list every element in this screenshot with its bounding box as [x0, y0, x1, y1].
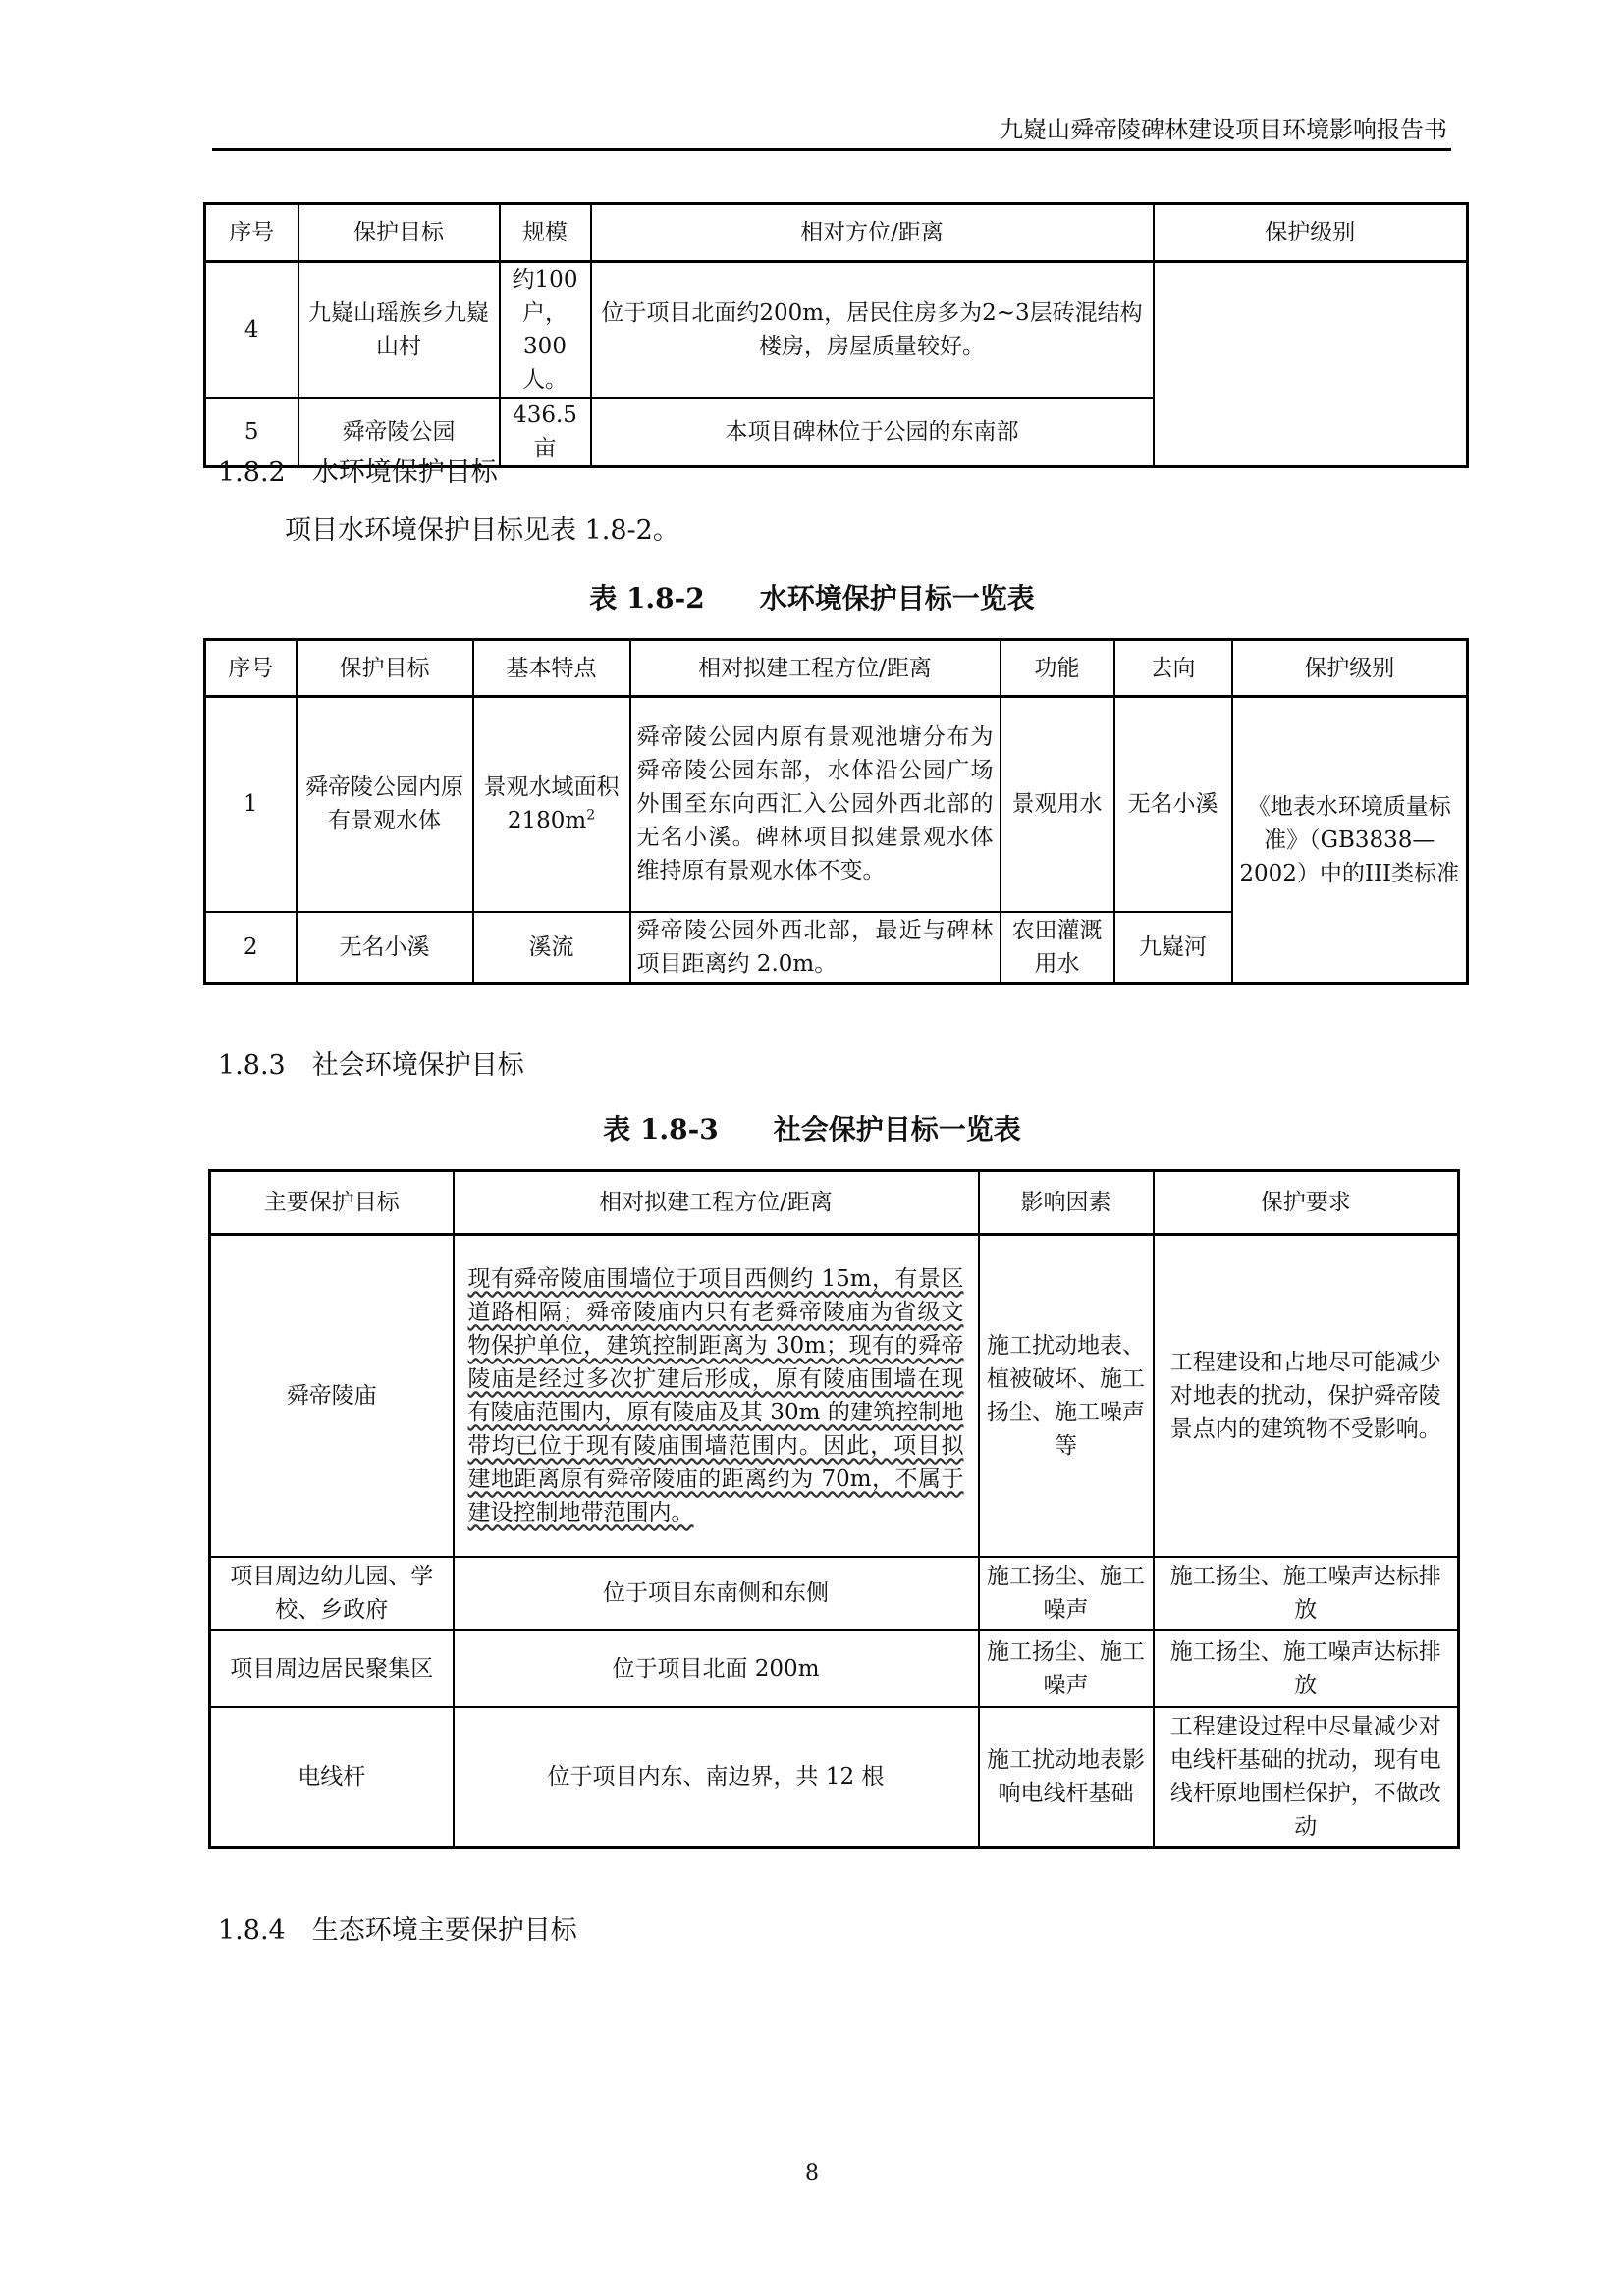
paragraph: 项目水环境保护目标见表 1.8-2。 [285, 515, 679, 546]
superscript: 2 [586, 807, 596, 824]
table-1-8-2 [203, 638, 1469, 985]
table-caption-1-8-3: 表 1.8-3 社会保护目标一览表 [603, 1113, 1021, 1146]
cell-requirement: 施工扬尘、施工噪声达标排放 [1154, 1557, 1459, 1630]
header-cell: 相对拟建工程方位/距离 [454, 1171, 979, 1235]
cell-target: 舜帝陵庙 [210, 1235, 454, 1557]
cell-requirement: 施工扬尘、施工噪声达标排放 [1154, 1630, 1459, 1707]
cell-requirement: 工程建设过程中尽量减少对电线杆基础的扰动，现有电线杆原地围栏保护，不做改动 [1154, 1707, 1459, 1848]
header-cell: 影响因素 [979, 1171, 1154, 1235]
section-heading-1-8-4: 1.8.4 生态环境主要保护目标 [218, 1915, 577, 1946]
header-cell: 规模 [500, 204, 591, 262]
cell-level [1154, 262, 1468, 467]
cell-feature [473, 697, 630, 912]
cell-target: 舜帝陵公园内原有景观水体 [297, 697, 473, 912]
cell-function: 农田灌溉用水 [1001, 912, 1114, 984]
cell-destination: 九嶷河 [1114, 912, 1232, 984]
table-row [210, 1235, 1459, 1557]
header-cell: 基本特点 [473, 640, 630, 697]
cell-no: 1 [205, 697, 297, 912]
cell-target: 舜帝陵公园 [298, 398, 500, 467]
cell-position: 位于项目北面约200m，居民住房多为2~3层砖混结构楼房，房屋质量较好。 [591, 262, 1154, 399]
cell-scale: 436.5亩 [500, 398, 591, 467]
cell-position: 位于项目内东、南边界，共 12 根 [454, 1707, 979, 1848]
running-header: 九嶷山舜帝陵碑林建设项目环境影响报告书 [1000, 116, 1447, 143]
table-header-row [205, 640, 1468, 697]
cell-factor: 施工扰动地表、植被破坏、施工扬尘、施工噪声等 [979, 1235, 1154, 1557]
cell-feature: 溪流 [473, 912, 630, 984]
page-number: 8 [805, 2162, 819, 2186]
cell-no: 2 [205, 912, 297, 984]
cell-destination: 无名小溪 [1114, 697, 1232, 912]
cell-factor: 施工扬尘、施工噪声 [979, 1630, 1154, 1707]
cell-position: 本项目碑林位于公园的东南部 [591, 398, 1154, 467]
header-cell: 去向 [1114, 640, 1232, 697]
header-cell: 保护目标 [298, 204, 500, 262]
cell-target: 九嶷山瑶族乡九嶷山村 [298, 262, 500, 399]
table-caption-1-8-2: 表 1.8-2 水环境保护目标一览表 [589, 582, 1035, 614]
cell-position: 位于项目东南侧和东侧 [454, 1557, 979, 1630]
cell-function: 景观用水 [1001, 697, 1114, 912]
table-1-8-3 [208, 1169, 1460, 1849]
header-cell: 主要保护目标 [210, 1171, 454, 1235]
cell-factor: 施工扰动地表影响电线杆基础 [979, 1707, 1154, 1848]
cell-position: 现有舜帝陵庙围墙位于项目西侧约 15m，有景区道路相隔；舜帝陵庙内只有老舜帝陵庙为省级文物保护单位，建筑控制距离为 30m；现有的舜帝陵庙是经过多次扩建后形成，原有陵庙围墙在现有陵庙范围内，原有陵庙及其 30m 的建筑控制地带均已位于现有陵庙围墙范围内。因此，项目拟建地距离原有舜帝陵庙的距离约为 70m，不属于建设控制地带范围内。 [454, 1235, 979, 1557]
cell-factor: 施工扬尘、施工噪声 [979, 1557, 1154, 1630]
header-cell: 保护级别 [1232, 640, 1468, 697]
table-row [205, 262, 1468, 399]
section-heading-1-8-2: 1.8.2 水环境保护目标 [218, 457, 498, 488]
cell-scale: 约100户，300人。 [500, 262, 591, 399]
cell-position: 舜帝陵公园内原有景观池塘分布为舜帝陵公园东部，水体沿公园广场外围至东向西汇入公园外西北部的无名小溪。碑林项目拟建景观水体维持原有景观水体不变。 [630, 697, 1001, 912]
header-cell: 保护要求 [1154, 1171, 1459, 1235]
header-cell: 相对方位/距离 [591, 204, 1154, 262]
cell-no: 4 [205, 262, 298, 399]
header-rule [212, 148, 1451, 151]
cell-target: 电线杆 [210, 1707, 454, 1848]
header-cell: 相对拟建工程方位/距离 [630, 640, 1001, 697]
table-row [210, 1630, 1459, 1707]
header-cell: 序号 [205, 640, 297, 697]
header-cell: 功能 [1001, 640, 1114, 697]
table-row [205, 697, 1468, 912]
feature-text: 景观水域面积2180m [483, 774, 620, 834]
section-heading-1-8-3: 1.8.3 社会环境保护目标 [218, 1050, 524, 1081]
cell-target: 无名小溪 [297, 912, 473, 984]
table-header-row [210, 1171, 1459, 1235]
header-cell: 保护目标 [297, 640, 473, 697]
table-row [210, 1707, 1459, 1848]
header-cell: 保护级别 [1154, 204, 1468, 262]
cell-level: 《地表水环境质量标准》（GB3838—2002）中的III类标准 [1232, 697, 1468, 984]
cell-position: 位于项目北面 200m [454, 1630, 979, 1707]
cell-target: 项目周边幼儿园、学校、乡政府 [210, 1557, 454, 1630]
cell-position: 舜帝陵公园外西北部，最近与碑林项目距离约 2.0m。 [630, 912, 1001, 984]
header-cell: 序号 [205, 204, 298, 262]
cell-target: 项目周边居民聚集区 [210, 1630, 454, 1707]
cell-requirement: 工程建设和占地尽可能减少对地表的扰动，保护舜帝陵景点内的建筑物不受影响。 [1154, 1235, 1459, 1557]
table-1-8-1-continued [203, 202, 1469, 468]
table-header-row [205, 204, 1468, 262]
table-row [210, 1557, 1459, 1630]
cell-no: 5 [205, 398, 298, 467]
